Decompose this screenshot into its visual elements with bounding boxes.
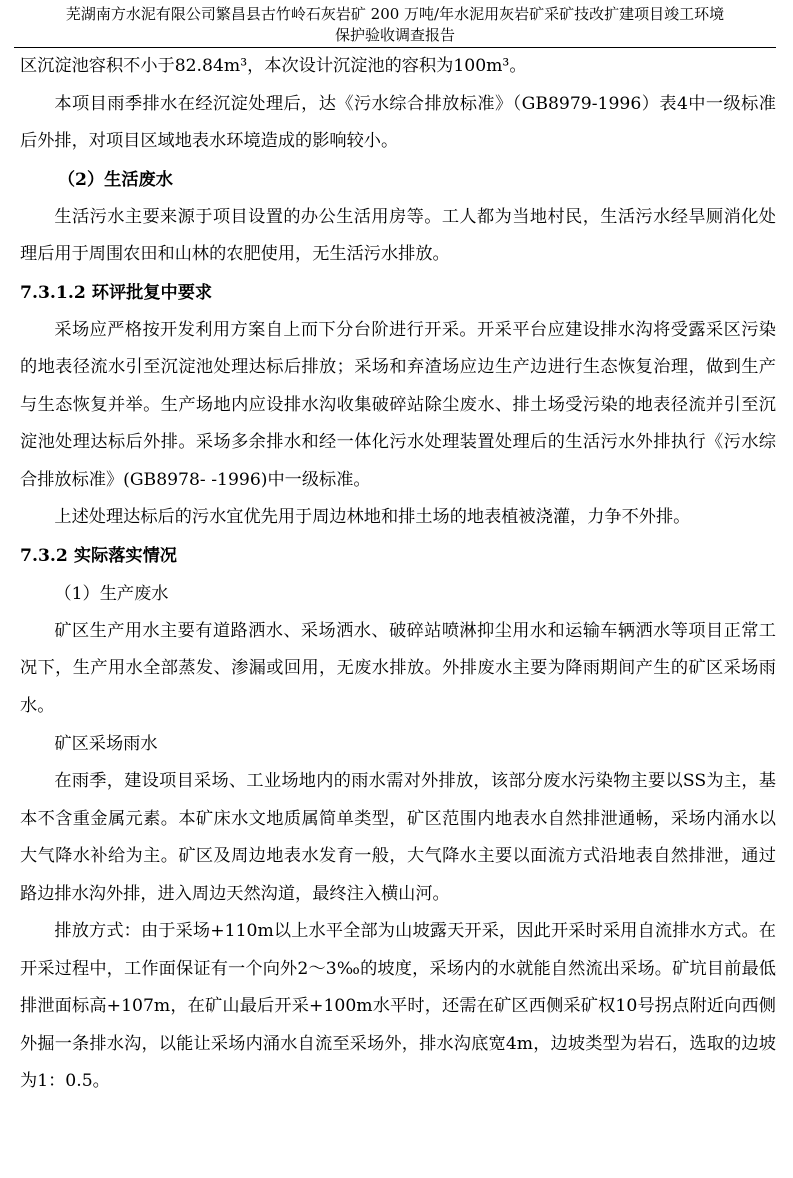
- paragraph-production-water: 矿区生产用水主要有道路洒水、采场洒水、破碎站喷淋抑尘用水和运输车辆洒水等项目正常工况下，生产用水全部蒸发、渗漏或回用，无废水排放。外排废水主要为降雨期间产生的矿区采场雨水。: [20, 620, 776, 716]
- paragraph-domestic-sewage: 生活污水主要来源于项目设置的办公生活用房等。工人都为当地村民，生活污水经旱厕消化处理后用于周围农田和山林的农肥使用，无生活污水排放。: [20, 206, 776, 264]
- paragraph-rainy-season-drainage: 本项目雨季排水在经沉淀处理后，达《污水综合排放标准》（GB8979-1996）表4中一级标准后外排，对项目区域地表水环境造成的影响较小。: [20, 93, 776, 151]
- subheading-domestic-wastewater: （2）生活废水: [57, 169, 173, 190]
- document-body: [20, 48, 776, 1101]
- paragraph-rainwater-discharge: 在雨季，建设项目采场、工业场地内的雨水需对外排放，该部分废水污染物主要以SS为主，基本不含重金属元素。本矿床水文地质属简单类型，矿区范围内地表水自然排泄通畅，采场内涌水以大气降水补给为主。矿区及周边地表水发育一般，大气降水主要以面流方式沿地表自然排泄，通过路边排水沟外排，进入周边天然沟道，最终注入横山河。: [20, 771, 776, 904]
- paragraph-reuse-priority: 上述处理达标后的污水宜优先用于周边林地和排土场的地表植被浇灌，力争不外排。: [54, 507, 691, 527]
- section-heading-7-3-2: 7.3.2 实际落实情况: [20, 545, 177, 566]
- header-title-line1: 芜湖南方水泥有限公司繁昌县古竹岭石灰岩矿 200 万吨/年水泥用灰岩矿采矿技改扩建项目竣工环境: [65, 5, 725, 23]
- document-header: [12, 4, 778, 46]
- subheading-mine-rainwater: 矿区采场雨水: [54, 734, 158, 754]
- section-heading-7-3-1-2: 7.3.1.2 环评批复中要求: [20, 282, 213, 303]
- paragraph-sedimentation-capacity: 区沉淀池容积不小于82.84m³，本次设计沉淀池的容积为100m³。: [20, 56, 527, 76]
- header-title-line2: 保护验收调查报告: [334, 26, 455, 44]
- paragraph-eia-requirements: 采场应严格按开发利用方案自上而下分台阶进行开采。开采平台应建设排水沟将受露采区污染的地表径流水引至沉淀池处理达标后排放；采场和弃渣场应边生产边进行生态恢复治理，做到生产与生态恢复并举。生产场地内应设排水沟收集破碎站除尘废水、排土场受污染的地表径流并引至沉淀池处理达标后外排。采场多余排水和经一体化污水处理装置处理后的生活污水外排执行《污水综合排放标准》(GB8978- -1996)中一级标准。: [20, 319, 776, 490]
- subheading-production-wastewater: （1）生产废水: [54, 583, 169, 604]
- paragraph-discharge-method: 排放方式：由于采场+110m以上水平全部为山坡露天开采，因此开采时采用自流排水方式。在开采过程中，工作面保证有一个向外2～3‰的坡度，采场内的水就能自然流出采场。矿坑目前最低排泄面标高+107m，在矿山最后开采+100m水平时，还需在矿区西侧采矿权10号拐点附近向西侧外掘一条排水沟，以能让采场内涌水自流至采场外，排水沟底宽4m，边坡类型为岩石，选取的边坡为1：0.5。: [20, 921, 776, 1091]
